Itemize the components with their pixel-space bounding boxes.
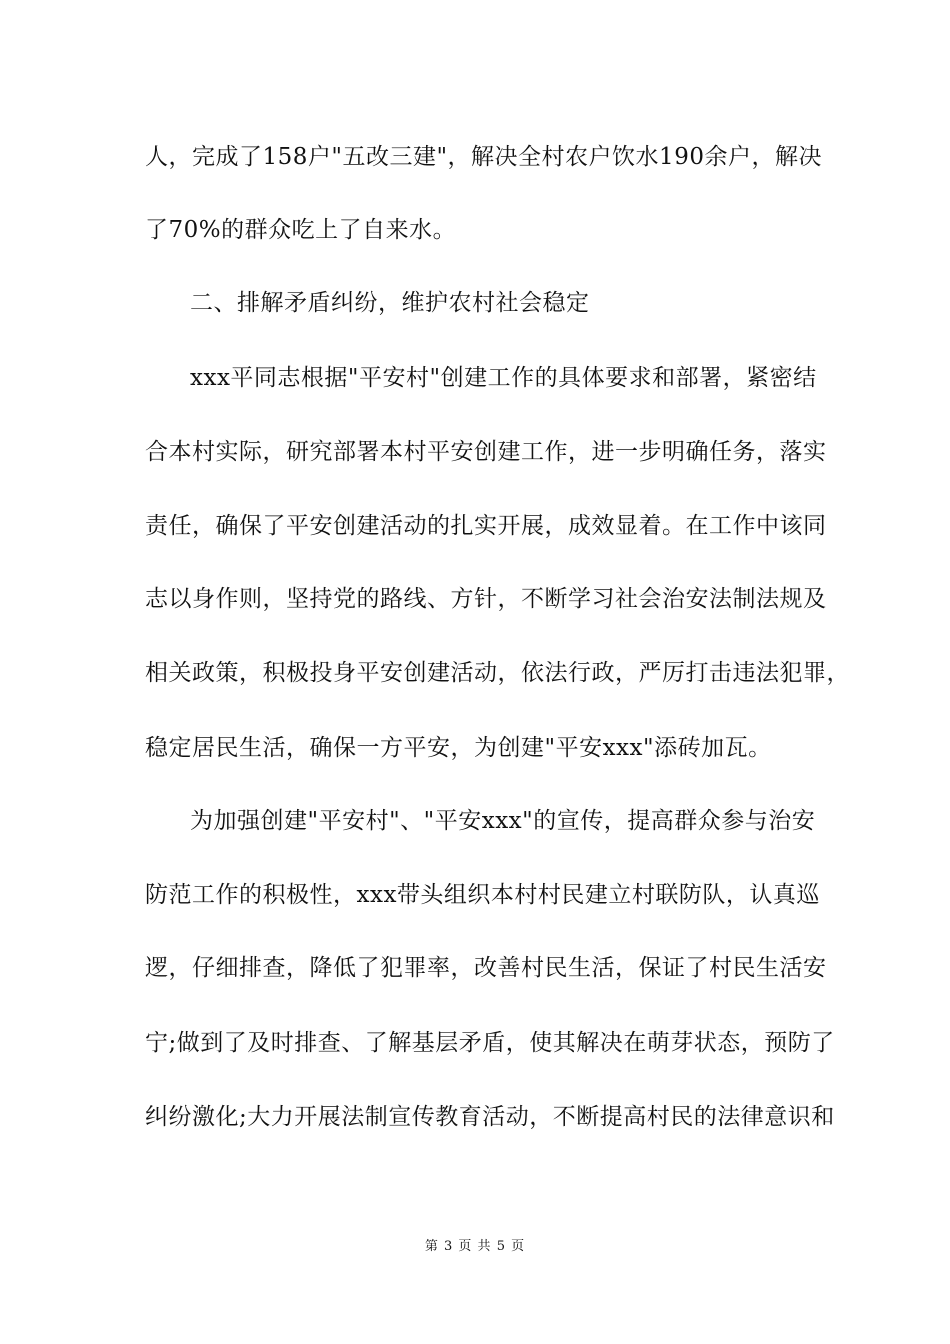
paragraph-line: 纠纷激化;大力开展法制宣传教育活动，不断提高村民的法律意识和: [145, 1104, 835, 1130]
paragraph-line: xxx平同志根据"平安村"创建工作的具体要求和部署，紧密结: [190, 365, 817, 391]
paragraph-line: 人，完成了158户"五改三建"，解决全村农户饮水190余户，解决: [145, 144, 822, 170]
paragraph-line: 合本村实际，研究部署本村平安创建工作，进一步明确任务，落实: [145, 439, 827, 465]
paragraph-line: 稳定居民生活，确保一方平安，为创建"平安xxx"添砖加瓦。: [145, 735, 772, 761]
section-heading: 二、排解矛盾纠纷，维护农村社会稳定: [190, 290, 590, 316]
page-number-footer: 第 3 页 共 5 页: [424, 1239, 526, 1254]
paragraph-line: 了70%的群众吃上了自来水。: [145, 217, 457, 243]
paragraph-line: 志以身作则，坚持党的路线、方针，不断学习社会治安法制法规及: [145, 586, 827, 612]
paragraph-line: 责任，确保了平安创建活动的扎实开展，成效显着。在工作中该同: [145, 513, 827, 539]
paragraph-line: 防范工作的积极性，xxx带头组织本村村民建立村联防队，认真巡: [145, 882, 820, 908]
paragraph-line: 相关政策，积极投身平安创建活动，依法行政，严厉打击违法犯罪，: [145, 660, 850, 686]
paragraph-line: 宁;做到了及时排查、了解基层矛盾，使其解决在萌芽状态，预防了: [145, 1030, 835, 1056]
paragraph-line: 逻，仔细排查，降低了犯罪率，改善村民生活，保证了村民生活安: [145, 955, 827, 981]
paragraph-line: 为加强创建"平安村"、"平安xxx"的宣传，提高群众参与治安: [190, 808, 816, 834]
